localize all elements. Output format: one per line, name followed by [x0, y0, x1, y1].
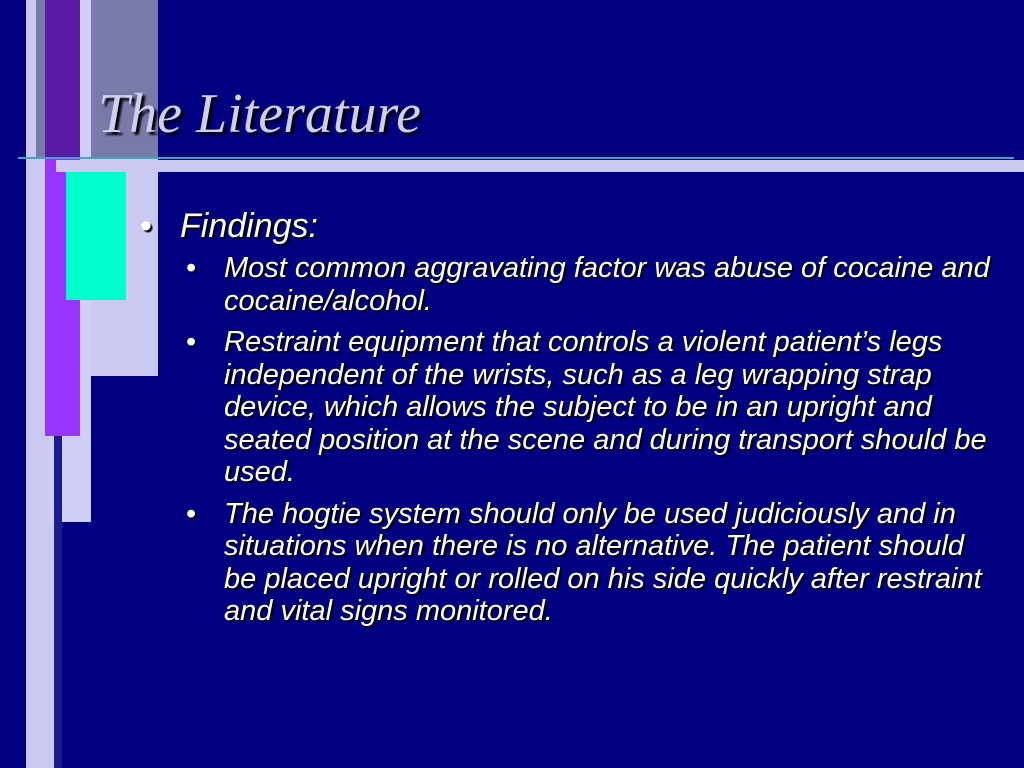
finding-text: The hogtie system should only be used judiciously and in situations when there is no alternative. The patient should be placed upright or rolled on his side quickly after restraint and vital signs monitored.: [224, 497, 982, 627]
findings-bullet: [140, 206, 1002, 246]
bullet-glyph: •: [186, 497, 197, 530]
finding-item: [186, 252, 1002, 317]
finding-text: Restraint equipment that controls a violent patient’s legs independent of the wrists, such as a leg wrapping strap device, which allows the subject to be in an upright and seated position at the scene and during transport should be used.: [224, 326, 987, 488]
findings-label: Findings:: [180, 207, 318, 245]
bullet-glyph: •: [186, 252, 197, 284]
title-rule-lavender: [56, 160, 1024, 172]
finding-item: [186, 326, 1002, 489]
finding-item: [186, 498, 1002, 628]
slide-title: The Literature: [98, 83, 422, 145]
decor-block-teal: [66, 172, 126, 300]
decor-bar-purple-dark: [45, 0, 80, 158]
title-rule-teal: [18, 157, 1014, 159]
finding-text: Most common aggravating factor was abuse of cocaine and cocaine/alcohol.: [224, 252, 990, 317]
bullet-glyph: •: [140, 207, 152, 245]
bullet-glyph: •: [186, 326, 197, 358]
findings-list: [140, 252, 1002, 628]
slide-body: [140, 206, 1002, 637]
